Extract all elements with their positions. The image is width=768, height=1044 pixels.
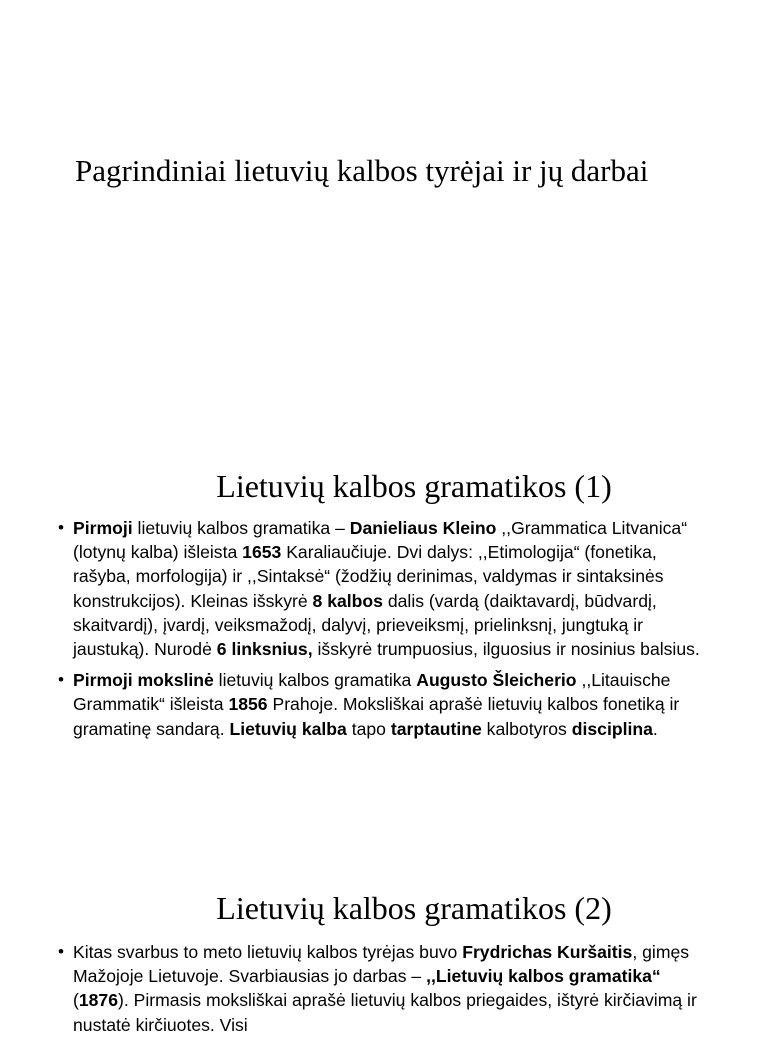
slide-2-title: Lietuvių kalbos gramatikos (1) xyxy=(216,468,612,504)
text: Kitas svarbus to meto lietuvių kalbos tyrėjas buvo xyxy=(73,942,463,962)
text-bold: Pirmoji xyxy=(73,518,133,538)
text-bold: disciplina xyxy=(571,718,653,739)
text-bold: 1876 xyxy=(78,990,118,1011)
text-bold: Lietuvių kalba xyxy=(229,718,347,739)
text: ,,Grammatica Litvanica“ (lotynų kalba) išleista xyxy=(73,518,688,563)
text-bold: 8 kalbos xyxy=(312,590,383,611)
text-bold: tarptautine xyxy=(390,718,482,739)
slide-1-title: Pagrindiniai lietuvių kalbos tyrėjai ir jų darbai xyxy=(75,153,649,188)
slide-3-title: Lietuvių kalbos gramatikos (2) xyxy=(216,890,612,926)
bullet-item-kursaitis xyxy=(58,940,708,1037)
bullet-item-sleicherio xyxy=(58,668,708,741)
bullet-dot: • xyxy=(58,942,64,961)
text: Karaliaučiuje. Dvi dalys: ,,Etimologija“ (fonetika, rašyba, morfologija) ir ,,Sintaksė“ (žodžių derinimas, valdymas ir sintaksinės konstrukcijos). Kleinas išskyrė xyxy=(73,542,664,611)
text-bold: Frydrichas Kuršaitis xyxy=(462,942,633,962)
text: išskyrė trumpuosius, ilguosius ir nosinius balsius. xyxy=(312,639,700,660)
bullet-item-kleino xyxy=(58,516,708,661)
text-bold: 6 linksnius, xyxy=(216,639,313,660)
text: lietuvių kalbos gramatika – xyxy=(132,518,350,538)
slide-3-bullet-list xyxy=(58,940,708,1044)
text-bold: Danieliaus Kleino xyxy=(349,518,497,538)
text: ,,Litauische Grammatik“ išleista xyxy=(73,670,671,715)
slide-2-bullet-list xyxy=(58,516,708,748)
text: ( xyxy=(73,990,79,1011)
text: tapo xyxy=(346,718,391,739)
text: dalis (vardą (daiktavardį, būdvardį, skaitvardį), įvardį, veiksmažodį, dalyvį, prieveiksmį, prielinksnį, jungtuką ir jaustuką). Nurodė xyxy=(73,590,657,660)
bullet-dot: • xyxy=(58,518,64,537)
text: lietuvių kalbos gramatika xyxy=(213,670,417,691)
text: ). Pirmasis moksliškai aprašė lietuvių kalbos priegaides, ištyrė kirčiavimą ir nustatė kirčiuotes. Visi xyxy=(73,990,697,1035)
text: . xyxy=(652,718,658,739)
text: Prahoje. Moksliškai aprašė lietuvių kalbos fonetiką ir gramatinę sandarą. xyxy=(73,694,680,739)
text: , gimęs Mažojoje Lietuvoje. Svarbiausias jo darbas – xyxy=(73,942,690,987)
text-bold: ,,Lietuvių kalbos gramatika“ xyxy=(426,966,661,987)
text-bold: 1653 xyxy=(242,542,282,563)
text-bold: Pirmoji mokslinė xyxy=(73,670,214,691)
bullet-dot: • xyxy=(58,670,64,690)
text-bold: 1856 xyxy=(228,694,268,715)
text: kalbotyros xyxy=(481,718,572,739)
text-bold: Augusto Šleicherio xyxy=(416,670,577,691)
